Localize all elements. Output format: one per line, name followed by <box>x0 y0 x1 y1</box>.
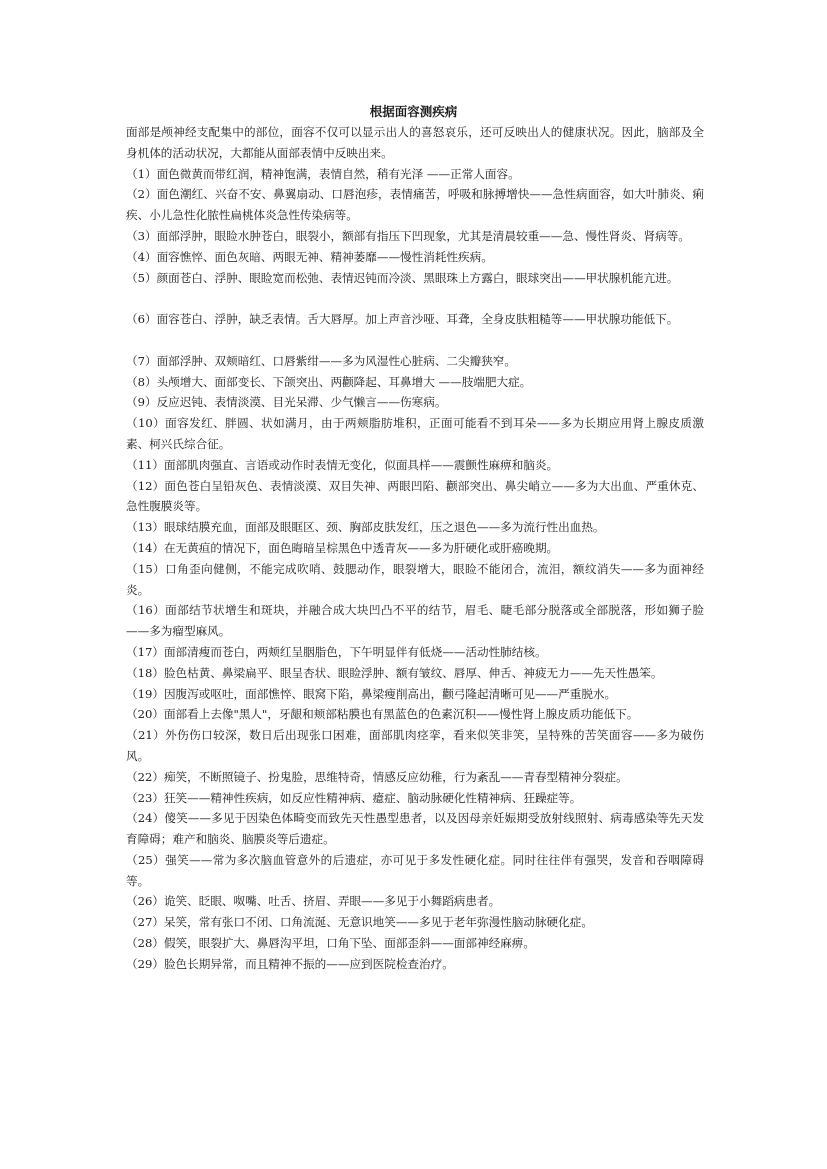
list-item: （17）面部清瘦而苍白，两颊红呈胭脂色，下午明显伴有低烧——活动性肺结核。 <box>126 644 547 659</box>
list-item: （7）面部浮肿、双颊暗红、口唇紫绀——多为风湿性心脏病、二尖瓣狭窄。 <box>126 353 516 368</box>
list-item: （28）假笑，眼裂扩大、鼻唇沟平坦，口角下坠、面部歪斜——面部神经麻痹。 <box>126 936 535 951</box>
list-item: （22）痴笑，不断照镜子、扮鬼脸，思维特奇，情感反应幼稚，行为紊乱——青春型精神分裂症。 <box>126 769 628 784</box>
list-item: （15）口角歪向健侧，不能完成吹哨、鼓腮动作，眼裂增大，眼睑不能闭合，流泪，额纹消失——多为面神经炎。 <box>126 561 704 597</box>
list-item: （25）强笑——常为多次脑血管意外的后遗症，亦可见于多发性硬化症。同时往往伴有强哭，发音和吞咽障碍等。 <box>126 852 704 888</box>
blank-line <box>126 288 704 309</box>
list-item: （16）面部结节状增生和斑块，并融合成大块凹凸不平的结节，眉毛、睫毛部分脱落或全部脱落，形如狮子脸——多为瘤型麻风。 <box>126 603 704 639</box>
list-item: （5）颜面苍白、浮肿、眼睑宽而松弛、表情迟钝而冷淡、黑眼珠上方露白，眼球突出——甲状腺机能亢进。 <box>126 270 679 285</box>
list-item: （23）狂笑——精神性疾病，如反应性精神病、癔症、脑动脉硬化性精神病、狂躁症等。 <box>126 790 582 805</box>
list-item: （24）傻笑——多见于因染色体畸变而致先天性愚型患者，以及因母亲妊娠期受放射线照射、病毒感染等先天发育障碍；难产和脑炎、脑膜炎等后遗症。 <box>126 811 704 847</box>
list-item: （1）面色微黄而带红润，精神饱满，表情自然，稍有光泽 ——正常人面容。 <box>126 166 520 181</box>
blank-line <box>126 330 704 351</box>
list-item: （8）头颅增大、面部变长、下颌突出、两颧降起、耳鼻增大 ——肢端肥大症。 <box>126 374 532 389</box>
list-item: （12）面色苍白呈铅灰色、表情淡漠、双目失神、两眼凹陷、颧部突出、鼻尖峭立——多为大出血、严重休克、急性腹膜炎等。 <box>126 478 704 514</box>
list-item: （19）因腹泻或呕吐，面部憔悴、眼窝下陷，鼻梁瘦削高出，颧弓隆起清晰可见——严重脱水。 <box>126 686 617 701</box>
list-item: （21）外伤伤口较深，数日后出现张口困难，面部肌肉痉挛，看来似笑非笑，呈特殊的苦笑面容——多为破伤风。 <box>126 728 704 763</box>
list-item: （29）脸色长期异常，而且精神不振的——应到医院检查治疗。 <box>126 956 454 971</box>
list-item: （4）面容憔悴、面色灰暗、两眼无神、精神萎靡——慢性消耗性疾病。 <box>126 249 493 264</box>
list-item: （9）反应迟钝、表情淡漠、目光呆滞、少气懒言——伤寒病。 <box>126 395 447 410</box>
list-item: （26）诡笑、眨眼、呶嘴、吐舌、挤眉、弄眼——多见于小舞蹈病患者。 <box>126 894 501 909</box>
list-item: （18）脸色枯黄、鼻梁扁平、眼呈杏状、眼睑浮肿、额有皱纹、唇厚、伸舌、神疲无力——先天性愚笨。 <box>126 665 663 680</box>
document-title: 根据面容测疾病 <box>369 104 458 119</box>
list-item: （13）眼球结膜充血，面部及眼眶区、颈、胸部皮肤发红，压之退色——多为流行性出血热。 <box>126 520 605 535</box>
document-body <box>126 122 704 975</box>
list-item: （14）在无黄疸的情况下，面色晦暗呈棕黑色中透青灰——多为肝硬化或肝癌晚期。 <box>126 540 559 555</box>
list-item: （11）面部肌肉强直、言语或动作时表情无变化，似面具样——震颤性麻痹和脑炎。 <box>126 457 559 472</box>
intro-paragraph: 面部是颅神经支配集中的部位，面容不仅可以显示出人的喜怒哀乐，还可反映出人的健康状况。因此，脑部及全身机体的活动状况，大都能从面部表情中反映出来。 <box>126 125 704 160</box>
list-item: （27）呆笑，常有张口不闭、口角流涎、无意识地笑——多见于老年弥漫性脑动脉硬化症。 <box>126 915 593 930</box>
list-item: （2）面色潮红、兴奋不安、鼻翼扇动、口唇泡疹，表情痛苦，呼吸和脉搏增快——急性病面容，如大叶肺炎、痢疾、小儿急性化脓性扁桃体炎急性传染病等。 <box>126 187 704 223</box>
list-item: （3）面部浮肿，眼睑水肿苍白，眼裂小，额部有指压下凹现象，尤其是清晨较重——急、慢性肾炎、肾病等。 <box>126 228 690 243</box>
list-item: （10）面容发红、胖圆、状如满月，由于两颊脂肪堆积，正面可能看不到耳朵——多为长期应用肾上腺皮质激素、柯兴氏综合征。 <box>126 416 704 451</box>
list-item: （20）面部看上去像"黑人"，牙龈和颊部粘膜也有黑蓝色的色素沉积——慢性肾上腺皮质功能低下。 <box>126 707 639 722</box>
list-item: （6）面容苍白、浮肿，缺乏表情。舌大唇厚。加上声音沙哑、耳聋，全身皮肤粗糙等——甲状腺功能低下。 <box>126 312 679 327</box>
